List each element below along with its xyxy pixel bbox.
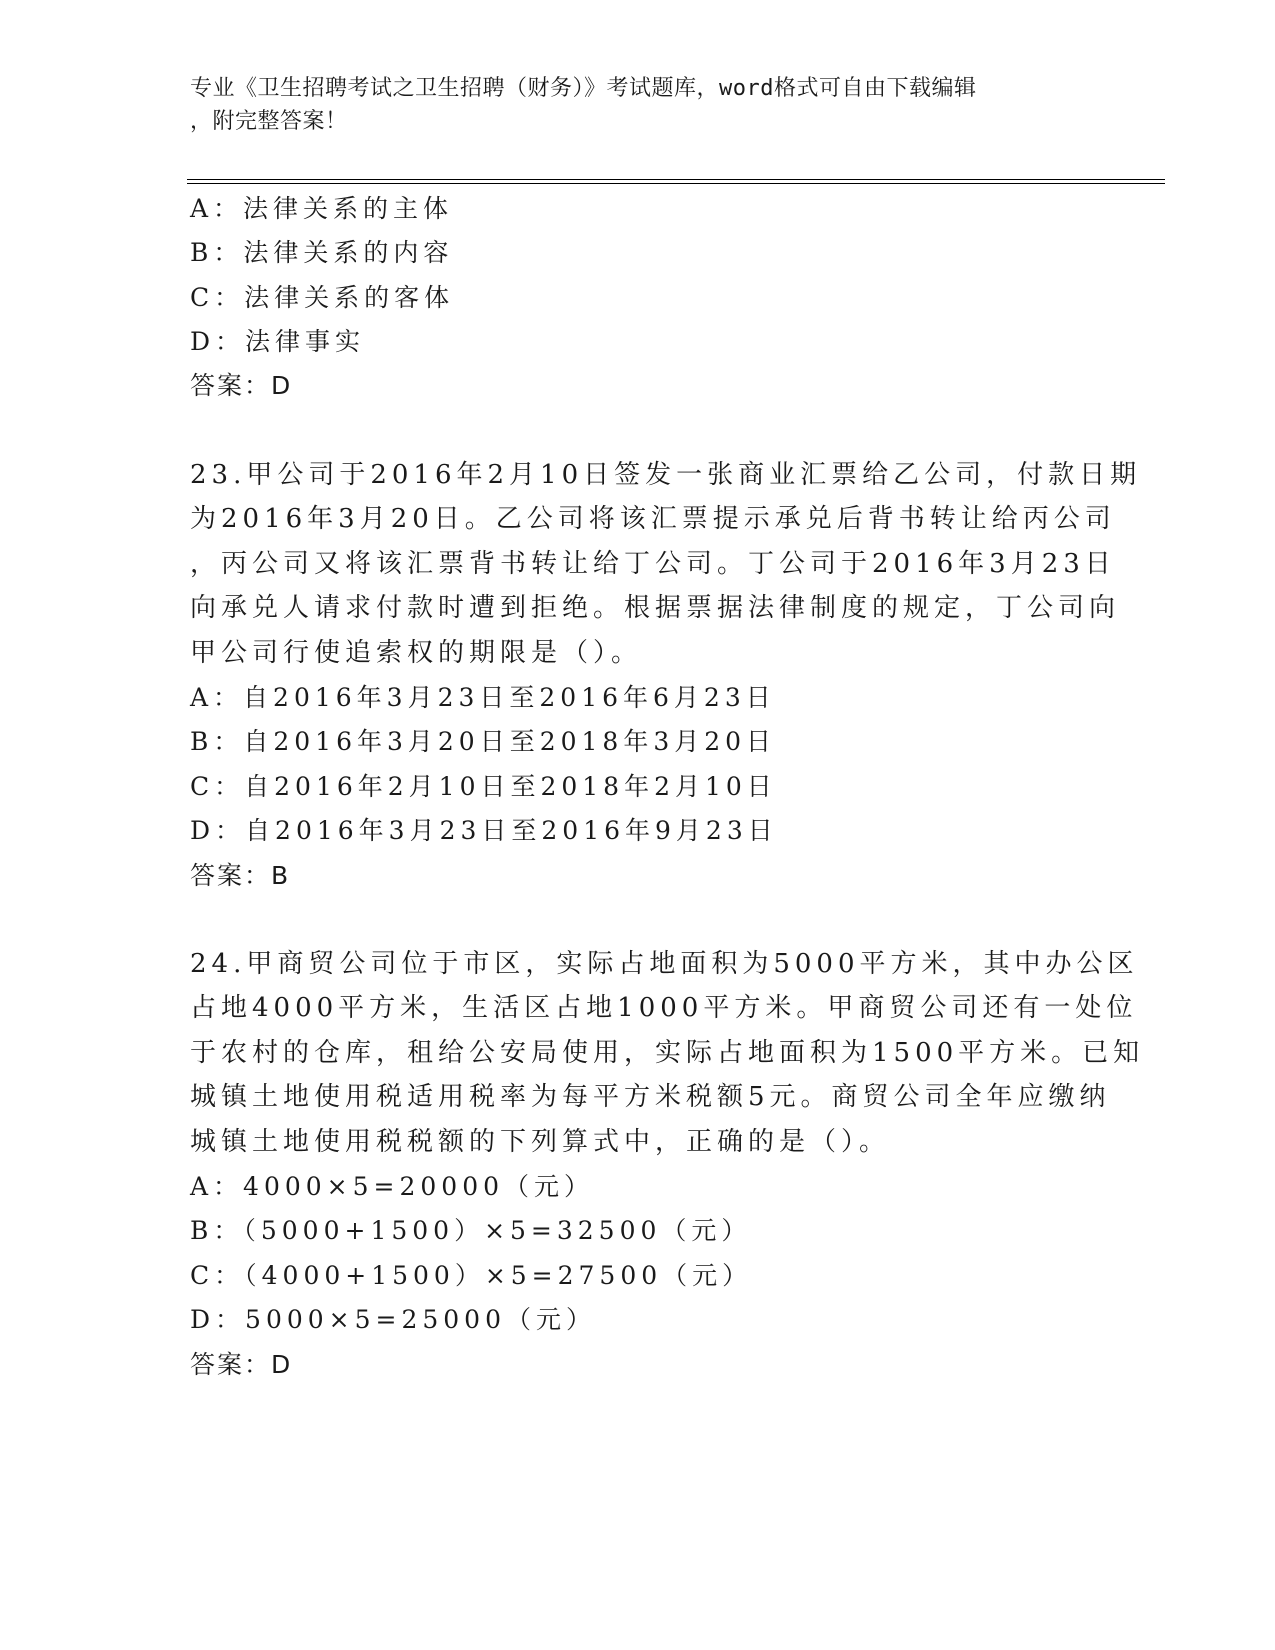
header-rule-bottom — [187, 183, 1165, 184]
q24-stem-line-3: 于农村的仓库，租给公安局使用，实际占地面积为1500平方米。已知 — [190, 1038, 1145, 1068]
q22-answer: 答案：D — [190, 371, 293, 400]
q23-stem-line-1: 23.甲公司于2016年2月10日签发一张商业汇票给乙公司，付款日期 — [190, 460, 1142, 490]
q23-option-a: A：自2016年3月23日至2016年6月23日 — [190, 683, 776, 712]
q23-stem-line-5: 甲公司行使追索权的期限是（）。 — [190, 638, 643, 668]
q22-option-d: D：法律事实 — [190, 327, 366, 356]
q23-answer: 答案：B — [190, 861, 291, 890]
q24-stem-line-2: 占地4000平方米，生活区占地1000平方米。甲商贸公司还有一处位 — [190, 993, 1138, 1023]
document-header — [190, 72, 1070, 138]
q24-stem-line-1: 24.甲商贸公司位于市区，实际占地面积为5000平方米，其中办公区 — [190, 949, 1139, 979]
q24-option-c: C：（4000+1500）×5=27500（元） — [190, 1261, 753, 1290]
q22-option-a: A：法律关系的主体 — [190, 194, 454, 223]
q24-option-d: D：5000×5=25000（元） — [190, 1305, 596, 1334]
q23-stem-line-4: 向承兑人请求付款时遭到拒绝。根据票据法律制度的规定，丁公司向 — [190, 593, 1121, 623]
q24-option-a: A：4000×5=20000（元） — [190, 1172, 595, 1201]
q23-option-b: B：自2016年3月20日至2018年3月20日 — [190, 727, 777, 756]
header-rule-top — [187, 179, 1165, 180]
q23-stem-line-3: ，丙公司又将该汇票背书转让给丁公司。丁公司于2016年3月23日 — [190, 549, 1116, 579]
q24-answer: 答案：D — [190, 1350, 293, 1379]
q23-option-c: C：自2016年2月10日至2018年2月10日 — [190, 772, 777, 801]
q23-option-d: D：自2016年3月23日至2016年9月23日 — [190, 816, 778, 845]
q22-option-b: B：法律关系的内容 — [190, 238, 454, 267]
q24-stem-line-4: 城镇土地使用税适用税率为每平方米税额5元。商贸公司全年应缴纳 — [190, 1082, 1111, 1112]
q24-stem-line-5: 城镇土地使用税税额的下列算式中，正确的是（）。 — [190, 1127, 891, 1157]
header-line-2: ，附完整答案！ — [190, 109, 348, 134]
q24-option-b: B：（5000+1500）×5=32500（元） — [190, 1216, 752, 1245]
header-line-1: 专业《卫生招聘考试之卫生招聘（财务）》考试题库，word格式可自由下载编辑 — [190, 76, 977, 101]
q23-stem-line-2: 为2016年3月20日。乙公司将该汇票提示承兑后背书转让给丙公司 — [190, 504, 1116, 534]
q22-option-c: C：法律关系的客体 — [190, 283, 455, 312]
